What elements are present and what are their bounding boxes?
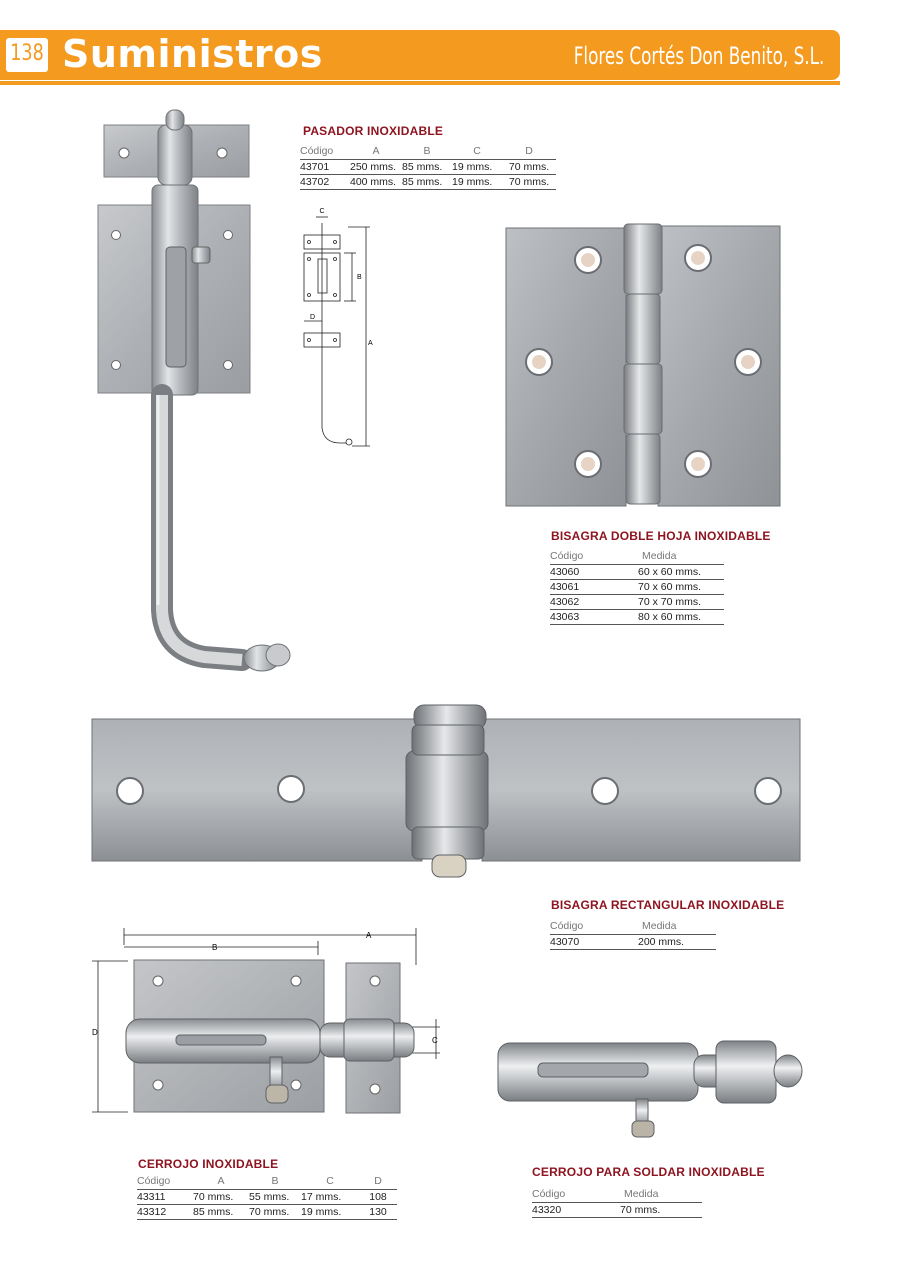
table-cell: 19 mms. — [452, 159, 502, 174]
cerrojo-image — [88, 925, 448, 1125]
bisagra-doble-table — [550, 548, 724, 625]
table-cell: 80 x 60 mms. — [638, 609, 724, 624]
column-header: Código — [532, 1188, 566, 1201]
table-header-row — [550, 548, 724, 564]
table-row — [137, 1204, 397, 1219]
table-cell: 200 mms. — [638, 934, 716, 949]
pasador-diagram-label-b: B — [357, 274, 362, 281]
table-cell: 70 x 70 mms. — [638, 594, 724, 609]
table-cell: 70 x 60 mms. — [638, 579, 724, 594]
table-cell: 55 mms. — [249, 1189, 301, 1204]
table-header-row — [137, 1173, 397, 1189]
table-cell: 250 mms. — [350, 159, 402, 174]
column-header: Código — [550, 920, 584, 933]
column-header: Medida — [624, 1188, 659, 1201]
cerrojo-diagram-label-d: D — [92, 1028, 98, 1037]
cerrojo-soldar-title: CERROJO PARA SOLDAR INOXIDABLE — [532, 1165, 765, 1179]
table-cell: 43320 — [532, 1202, 620, 1217]
table-row — [137, 1189, 397, 1204]
column-header: C — [473, 145, 481, 158]
table-cell: 43702 — [300, 174, 350, 189]
table-row — [550, 579, 724, 594]
column-header: C — [326, 1175, 334, 1188]
table-cell: 43311 — [137, 1189, 193, 1204]
pasador-diagram-label-a: A — [368, 340, 373, 347]
bisagra-rectangular-table — [550, 918, 716, 950]
pasador-title: PASADOR INOXIDABLE — [303, 124, 444, 138]
table-cell: 60 x 60 mms. — [638, 564, 724, 579]
table-cell: 43312 — [137, 1204, 193, 1219]
table-row — [550, 609, 724, 624]
pasador-table — [300, 143, 556, 190]
column-header: Medida — [642, 920, 677, 933]
table-row — [550, 564, 724, 579]
table-row — [300, 159, 556, 174]
column-header: Código — [137, 1175, 171, 1188]
table-cell: 130 — [359, 1204, 397, 1219]
table-cell: 43061 — [550, 579, 638, 594]
cerrojo-soldar-table — [532, 1186, 702, 1218]
table-row — [550, 934, 716, 949]
page-title: Suministros — [62, 32, 323, 76]
column-header: B — [423, 145, 431, 158]
pasador-diagram-label-c: C — [319, 208, 325, 215]
table-cell: 85 mms. — [402, 159, 452, 174]
column-header: D — [525, 145, 533, 158]
table-row — [532, 1202, 702, 1217]
table-cell: 70 mms. — [502, 159, 556, 174]
column-header: A — [372, 145, 380, 158]
table-cell: 85 mms. — [193, 1204, 249, 1219]
cerrojo-diagram-label-c: C — [432, 1036, 438, 1045]
header-underline — [0, 81, 840, 85]
table-row — [300, 174, 556, 189]
table-cell: 70 mms. — [249, 1204, 301, 1219]
bisagra-rectangular-title: BISAGRA RECTANGULAR INOXIDABLE — [551, 898, 785, 912]
table-cell: 43060 — [550, 564, 638, 579]
table-cell: 43701 — [300, 159, 350, 174]
company-name: Flores Cortés Don Benito, S.L. — [573, 42, 824, 70]
table-cell: 43070 — [550, 934, 638, 949]
table-cell: 43063 — [550, 609, 638, 624]
cerrojo-title: CERROJO INOXIDABLE — [138, 1157, 279, 1171]
table-row — [550, 594, 724, 609]
table-cell: 70 mms. — [502, 174, 556, 189]
column-header: B — [271, 1175, 279, 1188]
cerrojo-soldar-image — [494, 1033, 814, 1143]
table-cell: 19 mms. — [452, 174, 502, 189]
cerrojo-diagram-label-b: B — [212, 943, 218, 952]
pasador-diagram — [296, 203, 386, 453]
table-cell: 17 mms. — [301, 1189, 359, 1204]
table-cell: 400 mms. — [350, 174, 402, 189]
column-header: A — [217, 1175, 225, 1188]
table-cell: 19 mms. — [301, 1204, 359, 1219]
table-header-row — [300, 143, 556, 159]
column-header: D — [374, 1175, 382, 1188]
table-header-row — [550, 918, 716, 934]
column-header: Código — [300, 145, 334, 158]
table-cell: 70 mms. — [620, 1202, 702, 1217]
cerrojo-diagram-label-a: A — [366, 931, 372, 940]
page-number: 138 — [10, 41, 44, 66]
table-cell: 108 — [359, 1189, 397, 1204]
cerrojo-table — [137, 1173, 397, 1220]
pasador-diagram-label-d: D — [310, 314, 316, 321]
pasador-image — [92, 105, 292, 675]
column-header: Código — [550, 550, 584, 563]
table-cell: 85 mms. — [402, 174, 452, 189]
table-cell: 70 mms. — [193, 1189, 249, 1204]
bisagra-rectangular-image — [88, 695, 808, 885]
table-header-row — [532, 1186, 702, 1202]
bisagra-doble-title: BISAGRA DOBLE HOJA INOXIDABLE — [551, 529, 771, 543]
bisagra-doble-image — [502, 222, 792, 512]
table-cell: 43062 — [550, 594, 638, 609]
column-header: Medida — [642, 550, 677, 563]
